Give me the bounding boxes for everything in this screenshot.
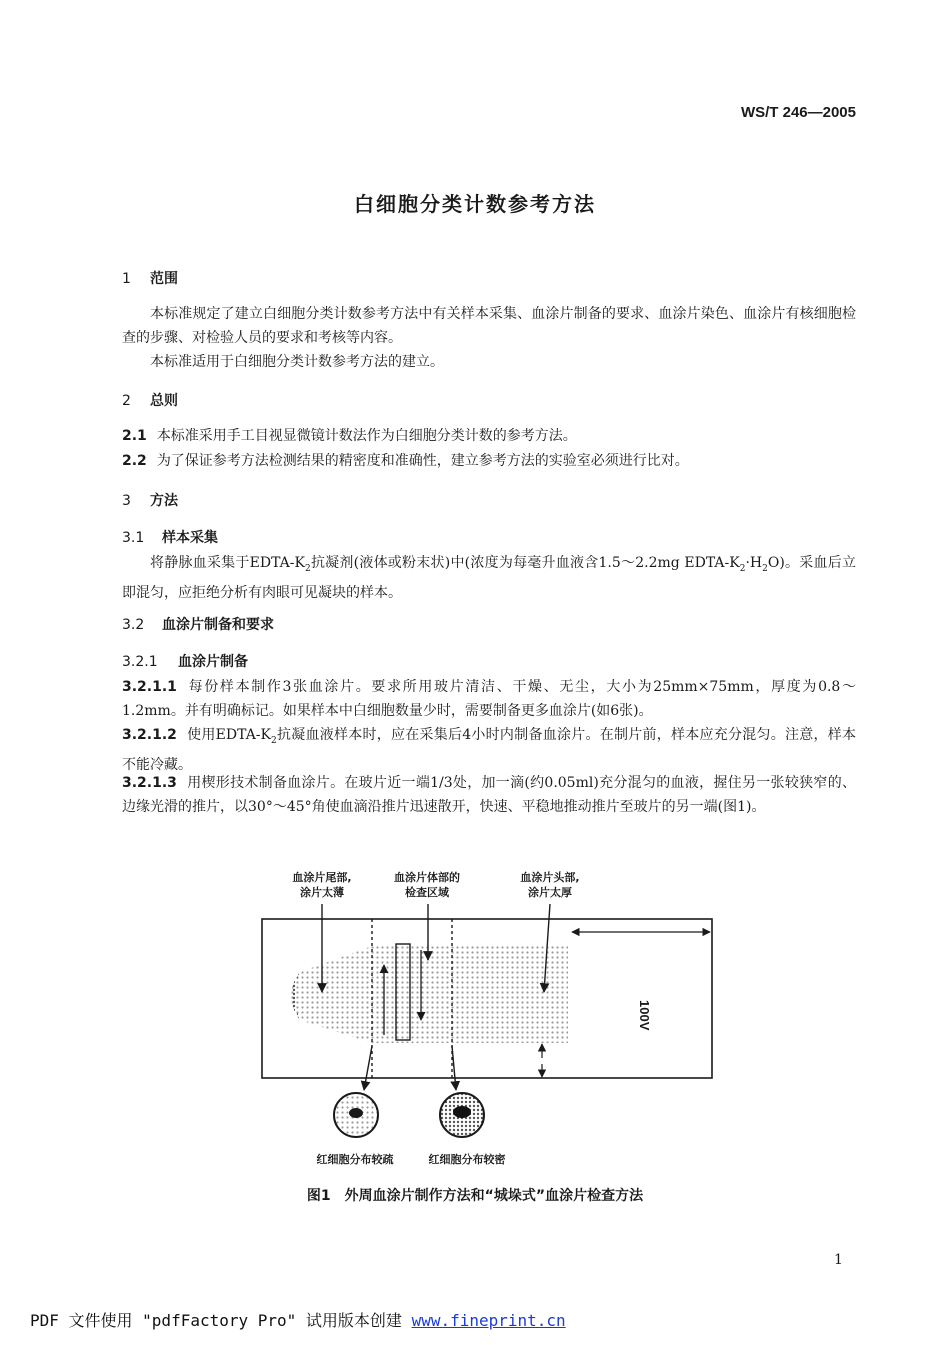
clause-number: 2.2 bbox=[122, 453, 147, 469]
section-number: 3 bbox=[122, 493, 131, 509]
blood-film bbox=[291, 946, 568, 1043]
section-title: 血涂片制备 bbox=[178, 654, 248, 670]
label-smear-body: 血涂片体部的 检查区域 bbox=[394, 871, 460, 899]
pdf-footer bbox=[30, 1308, 566, 1331]
dense-wbc-nucleus bbox=[453, 1106, 471, 1118]
clause-text: 本标准采用手工目视显微镜计数法作为白细胞分类计数的参考方法。 bbox=[156, 428, 577, 444]
section-title: 方法 bbox=[150, 493, 178, 509]
slide-mark-text: 100V bbox=[637, 1000, 652, 1031]
section-number: 3.1 bbox=[122, 530, 145, 546]
section-number: 3.2 bbox=[122, 617, 145, 633]
label-sparse-rbc: 红细胞分布较疏 bbox=[316, 1153, 394, 1166]
document-title: 白细胞分类计数参考方法 bbox=[354, 192, 596, 216]
figure-caption: 图1 外周血涂片制作方法和“城垛式”血涂片检查方法 bbox=[306, 1188, 644, 1204]
section-number: 1 bbox=[122, 271, 131, 287]
label-smear-tail: 血涂片尾部, 涂片太薄 bbox=[292, 871, 352, 899]
clause-text: 用楔形技术制备血涂片。在玻片近一端1/3处，加一滴(约0.05ml)充分混匀的血液，握住另一张较狭窄的、边缘光滑的推片，以30°～45°角使血滴沿推片迅速散开，快速、平稳地推动推片至玻片的另一端(图1)。 bbox=[122, 775, 856, 815]
page-number: 1 bbox=[834, 1252, 843, 1268]
clause-number: 3.2.1.1 bbox=[122, 679, 177, 695]
section-title: 总则 bbox=[150, 393, 178, 409]
label-dense-rbc: 红细胞分布较密 bbox=[428, 1153, 506, 1166]
section-3-1-paragraph: 将静脉血采集于EDTA-$K_2$抗凝剂(液体或粉末状)中(浓度为每毫升血液含1.5～2.2mg EDTA-$K_2\cdot H_2O$)。采血后立即混匀，应拒绝分析有肉眼可见凝块的样本。 bbox=[122, 555, 856, 601]
section-1-paragraph-2: 本标准适用于白细胞分类计数参考方法的建立。 bbox=[150, 354, 444, 370]
section-title: 血涂片制备和要求 bbox=[162, 617, 274, 633]
clause-number: 3.2.1.2 bbox=[122, 727, 177, 743]
sparse-wbc-nucleus bbox=[349, 1108, 363, 1118]
clause-text: 为了保证参考方法检测结果的精密度和准确性，建立参考方法的实验室必须进行比对。 bbox=[156, 453, 689, 469]
label-smear-head: 血涂片头部, 涂片太厚 bbox=[520, 871, 580, 899]
section-1-paragraph-1: 本标准规定了建立白细胞分类计数参考方法中有关样本采集、血涂片制备的要求、血涂片染色、血涂片有核细胞检查的步骤、对检验人员的要求和考核等内容。 bbox=[122, 306, 856, 346]
clause-text: 每份样本制作3张血涂片。要求所用玻片清洁、干燥、无尘，大小为25mm×75mm，厚度为0.8～1.2mm。并有明确标记。如果样本中白细胞数量少时，需要制备更多血涂片(如6张)。 bbox=[122, 679, 856, 719]
section-title: 样本采集 bbox=[162, 530, 218, 546]
section-number: 3.2.1 bbox=[122, 654, 158, 670]
clause-number: 3.2.1.3 bbox=[122, 775, 177, 791]
section-number: 2 bbox=[122, 393, 131, 409]
footer-text: PDF 文件使用 "pdfFactory Pro" 试用版本创建 bbox=[30, 1311, 412, 1330]
footer-link[interactable]: www.fineprint.cn bbox=[411, 1311, 566, 1330]
standard-number: WS/T 246—2005 bbox=[740, 104, 856, 121]
clause-3-2-1-2: 3.2.1.2 使用EDTA-$K_2$抗凝血液样本时，应在采集后4小时内制备血涂片。在制片前，样本应充分混匀。注意，样本不能冷藏。 bbox=[122, 727, 856, 773]
clause-number: 2.1 bbox=[122, 428, 147, 444]
section-title: 范围 bbox=[150, 271, 178, 287]
